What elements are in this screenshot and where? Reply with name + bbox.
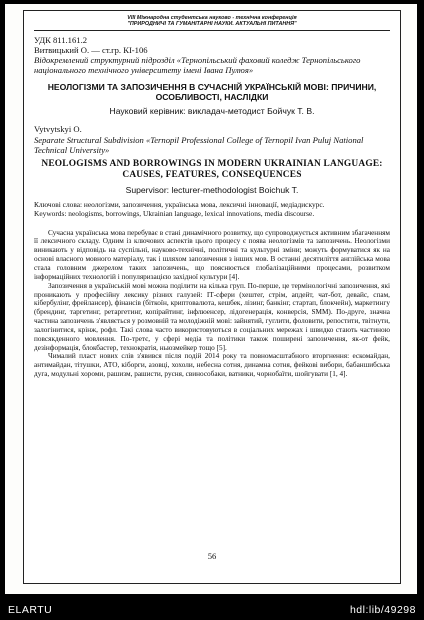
header-rule — [34, 30, 390, 31]
article-title-ua: НЕОЛОГІЗМИ ТА ЗАПОЗИЧЕННЯ В СУЧАСНІЙ УКРАЇНСЬКІЙ МОВІ: ПРИЧИНИ, ОСОБЛИВОСТІ, НАСЛІДКИ — [47, 81, 377, 103]
page-number: 56 — [207, 551, 217, 561]
repository-name: ELARTU — [8, 604, 53, 616]
body-paragraph-2: Запозичення в українській мові можна поділити на кілька груп. По-перше, це термінологічні запозичення, які проникають у професійну лексику різних галузей: ІТ-сфери (хештег, стрім, апдейт, чат-бот, девайс, спам, кібербулінг, фрейлансер), фінансів (біткоїн, криптовалюта, кешбек, лізинг, банкінг, стартап, блокчейн), маркетингу (брендинг, таргетинг, ретаргетинг, копірайтинг, інфлюенсер, лідогенерація, конверсія, SMM). По-друге, значна частина запозичень з'являється у розмовній та молодіжній мові: зайнятий, гуглити, фоловити, репостити, твітнути, залогінитися, крінж, рофл. Такі слова часто використовуються в соціальних мережах і швидко стають частиною повсякденного мовлення. По-третє, у сфері медіа та політики також поширені запозичення, як-от фейк, дезінформація, блокбастер, технократія, ньюзмейкер тощо [5]. — [34, 281, 390, 352]
body-paragraph-1: Сучасна українська мова перебуває в стані динамічного розвитку, що супроводжується активним збагаченням її лексичного складу. Одним із ключових аспектів цього процесу є поява неологізмів та запозичень. Неологізми виникають у відповідь на суспільні, науково-технічні, політичні та культурні зміни; можуть формуватися як на основі власного мовного матеріалу, так і шляхом запозичення з інших мов. В останні десятиліття англійська мова стала головним джерелом таких запозичень, що пояснюється глобалізаційними процесами, розвитком інформаційних технологій і популяризацією західної культури [4]. — [34, 228, 390, 281]
author-en: Vytvytskyi O. — [34, 124, 82, 135]
keywords-ua: Ключові слова: неологізми, запозичення, українська мова, лексичні інновації, медіадискурс. — [34, 200, 325, 210]
spacer — [34, 219, 390, 229]
page-frame — [23, 10, 401, 584]
affiliation-en: Separate Structural Subdivision «Ternopil Professional College of Ternopil Ivan Puluj National Technical University» — [34, 134, 364, 155]
affiliation-ua: Відокремлений структурний підрозділ «Тернопільський фаховий коледж Тернопільського національного технічного університету імені Івана Пулюя» — [34, 55, 361, 76]
handle-id: hdl:lib/49298 — [349, 604, 416, 616]
conference-header-line2: "ПРИРОДНИЧІ ТА ГУМАНІТАРНІ НАУКИ. АКТУАЛЬНІ ПИТАННЯ" — [127, 21, 297, 28]
supervisor-ua: Науковий керівник: викладач-методист Бойчук Т. В. — [109, 106, 315, 117]
conference-header-line1: VIII Міжнародна студентська науково - технічна конференція — [127, 15, 297, 21]
author-ua: Витвицький О. — ст.гр. КІ-106 — [34, 45, 148, 56]
udc-code: УДК 811.161.2 — [34, 34, 88, 45]
supervisor-en: Supervisor: lecturer-methodologist Boichuk T. — [125, 185, 299, 196]
body-paragraph-3: Чималий пласт нових слів з'явився після подій 2014 року та повномасштабного вторгнення: ескомайдан, антимайдан, тітушки, АТО, кіборги, азовці, хохоли, небесна сотня, динамна сотня, фейкові вибори, бабаншибська дуга, модульні хороми, рашизм, рашисти, русня, свинособаки, ватники, чорнобаїти, шойгувати [1, 4]. — [34, 352, 390, 379]
article-title-en: NEOLOGISMS AND BORROWINGS IN MODERN UKRAINIAN LANGUAGE: CAUSES, FEATURES, CONSEQUENCES — [41, 159, 383, 181]
paper-sheet — [5, 4, 417, 594]
conference-header — [34, 15, 390, 28]
keywords-en: Keywords: neologisms, borrowings, Ukrainian language, lexical innovations, media discourse. — [34, 209, 315, 219]
page-content — [34, 15, 390, 379]
repository-footer-bar — [0, 600, 424, 620]
